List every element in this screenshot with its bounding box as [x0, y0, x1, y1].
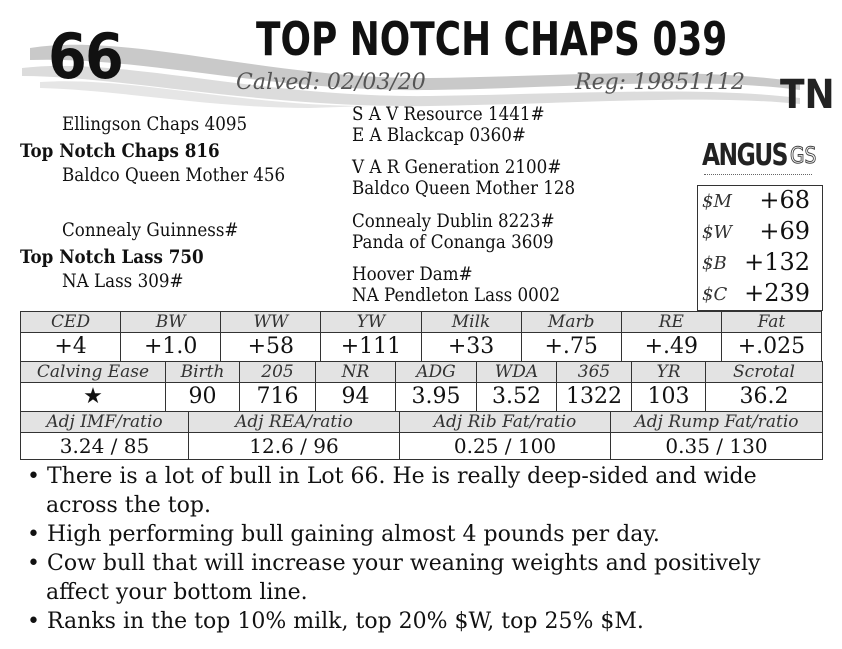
- logo-suffix: GS: [790, 144, 817, 169]
- note-text: Cow bull that will increase your weaning weights and positively affect your bottom line.: [46, 551, 761, 605]
- epd-value: +.025: [721, 333, 821, 362]
- index-box: [697, 185, 823, 311]
- performance-header: Birth: [166, 362, 240, 383]
- notes-list: [20, 462, 820, 636]
- epd-table: [20, 311, 822, 362]
- index-label: $M: [702, 191, 732, 212]
- performance-value: 716: [240, 383, 316, 412]
- index-row: [698, 186, 822, 217]
- epd-value: +111: [321, 333, 421, 362]
- performance-header: WDA: [477, 362, 557, 383]
- ultrasound-header: Adj Rib Fat/ratio: [400, 412, 611, 433]
- epd-header: Fat: [721, 312, 821, 333]
- performance-value-row: [21, 383, 823, 412]
- performance-value: 3.95: [396, 383, 477, 412]
- index-value: +132: [744, 248, 810, 276]
- index-value: +239: [744, 279, 810, 307]
- sire-dam: Baldco Queen Mother 456: [62, 164, 286, 186]
- note-item: • There is a lot of bull in Lot 66. He is really deep-sided and wide across the top.: [27, 464, 757, 518]
- index-label: $C: [702, 284, 728, 305]
- performance-value: 1322: [557, 383, 632, 412]
- sire-sire-dam: E A Blackcap 0360#: [352, 124, 526, 146]
- ultrasound-value: 0.25 / 100: [400, 433, 611, 460]
- note-item: • High performing bull gaining almost 4 pounds per day.: [27, 522, 660, 547]
- epd-header: BW: [121, 312, 221, 333]
- sire: Top Notch Chaps 816: [20, 140, 220, 162]
- performance-value: 90: [166, 383, 240, 412]
- ultrasound-header: Adj IMF/ratio: [21, 412, 189, 433]
- dam-dam: NA Lass 309#: [62, 270, 184, 292]
- angus-gs-logo: [702, 138, 818, 182]
- sire-sire: Ellingson Chaps 4095: [62, 113, 248, 135]
- calved-date: Calved: 02/03/20: [236, 70, 426, 95]
- dam-sire-dam: Panda of Conanga 3609: [352, 231, 554, 253]
- epd-value: +4: [21, 333, 121, 362]
- star-icon: ★: [21, 383, 166, 412]
- index-value: +68: [759, 186, 810, 214]
- ultrasound-table: [20, 411, 823, 460]
- performance-header: NR: [316, 362, 396, 383]
- performance-value: 94: [316, 383, 396, 412]
- epd-value: +33: [421, 333, 521, 362]
- epd-header: Milk: [421, 312, 521, 333]
- ultrasound-value: 3.24 / 85: [21, 433, 189, 460]
- bull-name: TOP NOTCH CHAPS 039: [256, 12, 728, 66]
- dam-dam-dam: NA Pendleton Lass 0002: [352, 284, 561, 306]
- registration-number: Reg: 19851112: [575, 70, 746, 95]
- index-row: [698, 279, 822, 310]
- epd-header: YW: [321, 312, 421, 333]
- tn-badge: TN: [780, 72, 835, 118]
- epd-header-row: [21, 312, 822, 333]
- note-text: There is a lot of bull in Lot 66. He is really deep-sided and wide across the top.: [46, 464, 757, 518]
- epd-header: WW: [221, 312, 321, 333]
- epd-value: +1.0: [121, 333, 221, 362]
- epd-value: +.75: [521, 333, 621, 362]
- ultrasound-value: 0.35 / 130: [611, 433, 823, 460]
- dam-sire: Connealy Guinness#: [62, 219, 239, 241]
- epd-value-row: [21, 333, 822, 362]
- ultrasound-value: 12.6 / 96: [189, 433, 400, 460]
- performance-value: 36.2: [706, 383, 823, 412]
- ultrasound-value-row: [21, 433, 823, 460]
- epd-value: +58: [221, 333, 321, 362]
- performance-header: Calving Ease: [21, 362, 166, 383]
- note-item: • Ranks in the top 10% milk, top 20% $W, top 25% $M.: [27, 609, 644, 634]
- sire-sire-sire: S A V Resource 1441#: [352, 103, 545, 125]
- performance-value: 103: [632, 383, 706, 412]
- logo-tagline-line: [704, 174, 812, 178]
- performance-header: 365: [557, 362, 632, 383]
- performance-header: 205: [240, 362, 316, 383]
- performance-header: YR: [632, 362, 706, 383]
- performance-header: ADG: [396, 362, 477, 383]
- ultrasound-header: Adj REA/ratio: [189, 412, 400, 433]
- ultrasound-header-row: [21, 412, 823, 433]
- index-label: $W: [702, 222, 732, 243]
- lot-number: 66: [48, 20, 123, 93]
- dam: Top Notch Lass 750: [20, 246, 204, 268]
- dam-sire-sire: Connealy Dublin 8223#: [352, 210, 555, 232]
- note-item: • Cow bull that will increase your weaning weights and positively affect your bottom line.: [27, 551, 761, 605]
- sire-dam-sire: V A R Generation 2100#: [352, 156, 562, 178]
- performance-header: Scrotal: [706, 362, 823, 383]
- logo-text: ANGUS: [702, 138, 787, 173]
- index-label: $B: [702, 253, 727, 274]
- performance-table: [20, 361, 823, 412]
- index-value: +69: [759, 217, 810, 245]
- epd-header: CED: [21, 312, 121, 333]
- sire-dam-dam: Baldco Queen Mother 128: [352, 177, 576, 199]
- epd-value: +.49: [621, 333, 721, 362]
- epd-header: Marb: [521, 312, 621, 333]
- index-row: [698, 217, 822, 248]
- index-row: [698, 248, 822, 279]
- note-text: Ranks in the top 10% milk, top 20% $W, top 25% $M.: [46, 609, 644, 634]
- performance-header-row: [21, 362, 823, 383]
- epd-header: RE: [621, 312, 721, 333]
- note-text: High performing bull gaining almost 4 pounds per day.: [46, 522, 660, 547]
- dam-dam-sire: Hoover Dam#: [352, 263, 473, 285]
- performance-value: 3.52: [477, 383, 557, 412]
- ultrasound-header: Adj Rump Fat/ratio: [611, 412, 823, 433]
